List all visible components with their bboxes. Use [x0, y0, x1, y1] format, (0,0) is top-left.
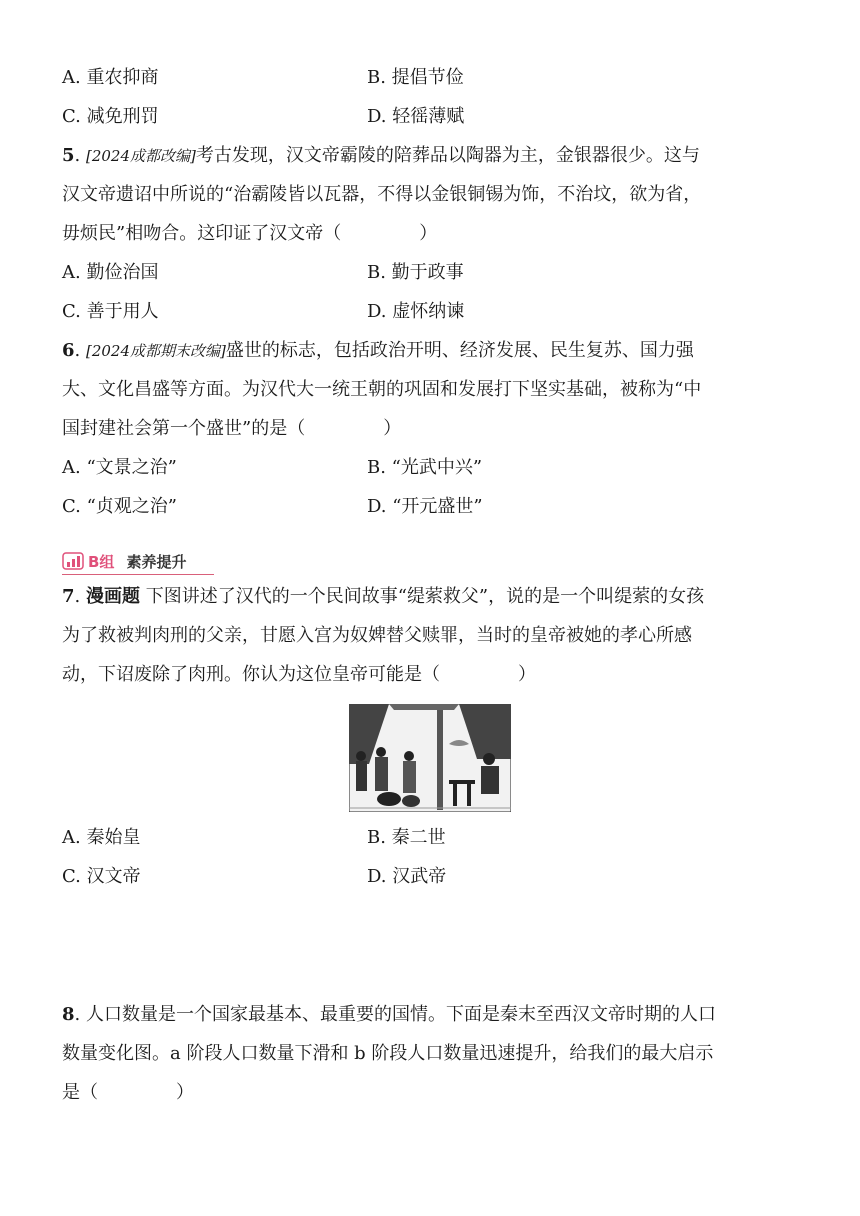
q7-stem-line-2: 为了救被判肉刑的父亲，甘愿入宫为奴婢替父赎罪，当时的皇帝被她的孝心所感 — [62, 625, 692, 646]
q4-options-row-1 — [62, 58, 798, 97]
q6-option-c[interactable]: C. “贞观之治” — [62, 496, 177, 517]
q7-text-3: 动，下诏废除了肉刑。你认为这位皇帝可能是（ — [62, 664, 440, 685]
q8-dot: . — [74, 1004, 86, 1025]
q6-text-3: 国封建社会第一个盛世”的是（ — [62, 418, 306, 439]
q6-close-paren: ） — [383, 418, 402, 439]
q6-options-row-2 — [62, 487, 798, 526]
q7-close-paren: ） — [518, 664, 536, 685]
q4-option-c[interactable]: C. 减免刑罚 — [62, 106, 159, 127]
q7-option-a[interactable]: A. 秦始皇 — [62, 827, 141, 848]
bar-chart-icon — [62, 552, 84, 570]
q7-tag: 漫画题 — [85, 586, 140, 607]
q5-stem-line-3 — [62, 214, 798, 253]
q5-number: 5 — [62, 145, 75, 166]
q5-stem-line-2: 汉文帝遗诏中所说的“治霸陵皆以瓦器，不得以金银铜锡为饰，不治坟，欲为省， — [62, 184, 702, 205]
q4-option-b[interactable]: B. 提倡节俭 — [367, 67, 464, 88]
q8-text-3: 是（ — [62, 1082, 98, 1103]
q6-option-b[interactable]: B. “光武中兴” — [367, 457, 483, 478]
q7-option-c[interactable]: C. 汉文帝 — [62, 866, 141, 887]
q8-stem-line-2: 数量变化图。a 阶段人口数量下滑和 b 阶段人口数量迅速提升，给我们的最大启示 — [62, 1043, 714, 1064]
q7-dot: . — [74, 586, 86, 607]
q5-option-b[interactable]: B. 勤于政事 — [367, 262, 464, 283]
q6-options-row-1 — [62, 448, 798, 487]
q5-options-row-2 — [62, 292, 798, 331]
q7-stem-line-3 — [62, 655, 798, 694]
q7-stem-line-1 — [62, 577, 798, 616]
q5-source: [2024成都改编] — [85, 147, 196, 165]
q7-option-d[interactable]: D. 汉武帝 — [367, 866, 447, 887]
q5-options-row-1 — [62, 253, 798, 292]
q4-option-a[interactable]: A. 重农抑商 — [62, 67, 159, 88]
section-label: B组 — [88, 552, 115, 571]
q6-source: [2024成都期末改编] — [85, 342, 226, 360]
q8-stem-line-1 — [62, 995, 798, 1034]
q5-text-3: 毋烦民”相吻合。这印证了汉文帝（ — [62, 223, 342, 244]
q4-options-row-2 — [62, 97, 798, 136]
q6-stem-line-1 — [62, 331, 798, 370]
section-title: 素养提升 — [126, 552, 187, 571]
q6-stem-line-2: 大、文化昌盛等方面。为汉代大一统王朝的巩固和发展打下坚实基础，被称为“中 — [62, 379, 702, 400]
q6-stem-line-3 — [62, 409, 798, 448]
q7-option-b[interactable]: B. 秦二世 — [367, 827, 446, 848]
worksheet-page — [62, 58, 798, 1112]
q6-text-1: 盛世的标志，包括政治开明、经济发展、民生复苏、国力强 — [225, 340, 694, 361]
q5-dot: . — [74, 145, 86, 166]
q5-close-paren: ） — [419, 223, 438, 244]
q4-option-d[interactable]: D. 轻徭薄赋 — [367, 106, 465, 127]
q7-text-1: 下图讲述了汉代的一个民间故事“缇萦救父”，说的是一个叫缇萦的女孩 — [145, 586, 705, 607]
section-header — [62, 548, 214, 575]
q6-dot: . — [74, 340, 86, 361]
q5-option-a[interactable]: A. 勤俭治国 — [62, 262, 159, 283]
q7-options-row-2 — [62, 857, 798, 896]
q7-number: 7 — [62, 586, 75, 607]
q6-option-a[interactable]: A. “文景之治” — [62, 457, 177, 478]
q5-option-d[interactable]: D. 虚怀纳谏 — [367, 301, 465, 322]
q8-close-paren: ） — [176, 1082, 194, 1103]
q6-option-d[interactable]: D. “开元盛世” — [367, 496, 483, 517]
q8-number: 8 — [62, 1004, 75, 1025]
q7-illustration — [349, 704, 511, 812]
q5-stem-line-1 — [62, 136, 798, 175]
q8-stem-line-3 — [62, 1073, 798, 1112]
q6-number: 6 — [62, 340, 75, 361]
q5-text-1: 考古发现，汉文帝霸陵的陪葬品以陶器为主，金银器很少。这与 — [195, 145, 700, 166]
q5-option-c[interactable]: C. 善于用人 — [62, 301, 159, 322]
q8-text-1: 人口数量是一个国家最基本、最重要的国情。下面是秦末至西汉文帝时期的人口 — [85, 1004, 716, 1025]
q7-options-row-1 — [62, 818, 798, 857]
spacer — [62, 896, 798, 995]
